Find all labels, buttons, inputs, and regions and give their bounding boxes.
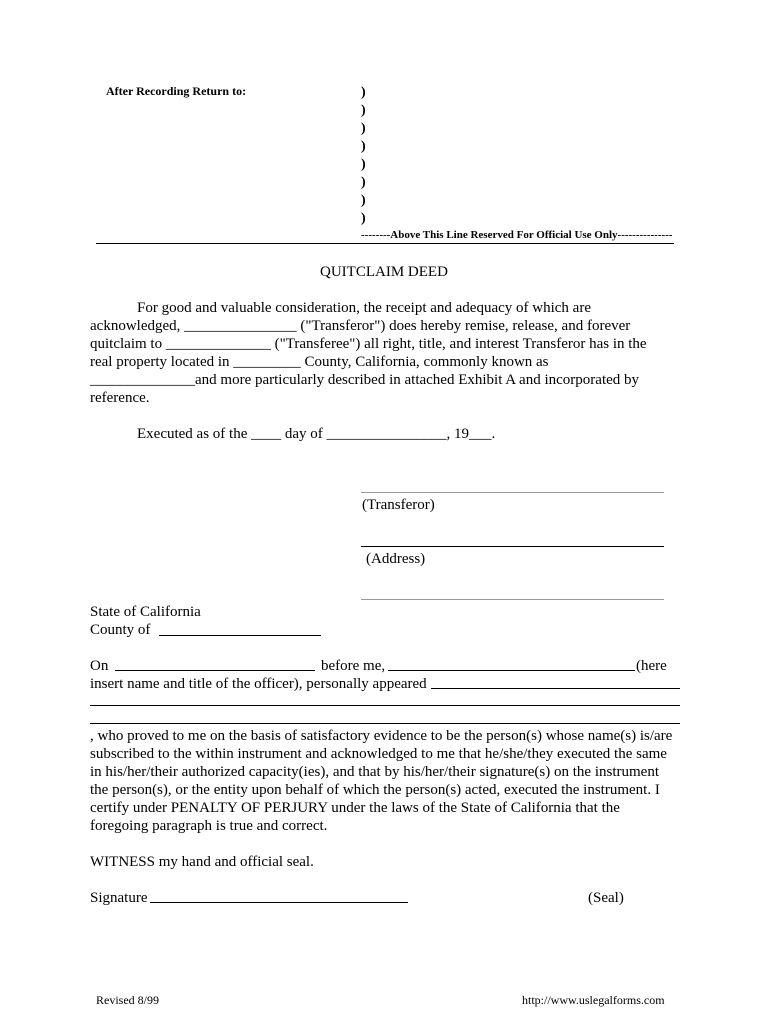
official-use-label: --------Above This Line Reserved For Official Use Only--------------- <box>361 229 673 241</box>
notary-signature-field[interactable] <box>150 902 408 903</box>
paren: ) <box>361 211 366 226</box>
reserved-divider <box>96 243 674 244</box>
paragraph-line: quitclaim to ______________ ("Transferee") all right, title, and interest Transferor has in the <box>90 336 647 352</box>
county-field[interactable] <box>159 635 321 636</box>
seal-label: (Seal) <box>588 890 624 906</box>
paren-column <box>361 84 366 228</box>
notary-paragraph-line: foregoing paragraph is true and correct. <box>90 818 328 834</box>
document-title: QUITCLAIM DEED <box>320 264 448 280</box>
address-line-2[interactable] <box>361 599 664 600</box>
transferor-label: (Transferor) <box>362 497 435 513</box>
on-label: On <box>90 658 109 674</box>
officer-title-label: insert name and title of the officer), personally appeared <box>90 676 427 692</box>
date-field[interactable] <box>115 670 315 671</box>
before-me-label: before me, <box>321 658 386 674</box>
return-to-label: After Recording Return to: <box>106 84 247 98</box>
transferor-signature-line[interactable] <box>361 492 664 493</box>
witness-line: WITNESS my hand and official seal. <box>90 854 314 870</box>
paragraph-line: reference. <box>90 390 150 406</box>
paren: ) <box>361 85 366 100</box>
paren: ) <box>361 103 366 118</box>
paragraph-line: For good and valuable consideration, the receipt and adequacy of which are <box>137 300 591 316</box>
paragraph-line: real property located in _________ County, California, commonly known as <box>90 354 549 370</box>
paragraph-line: ______________and more particularly described in attached Exhibit A and incorporated by <box>90 372 640 388</box>
county-label: County of <box>90 622 151 638</box>
paren: ) <box>361 157 366 172</box>
appeared-field-3[interactable] <box>90 723 680 724</box>
revised-label: Revised 8/99 <box>96 993 159 1007</box>
notary-paragraph-line: subscribed to the within instrument and acknowledged to me that he/she/they executed the same <box>90 746 667 762</box>
footer-url[interactable]: http://www.uslegalforms.com <box>522 993 665 1007</box>
address-label: (Address) <box>366 551 426 567</box>
notary-paragraph-line: , who proved to me on the basis of satisfactory evidence to be the person(s) whose name(s) is/are <box>90 728 673 744</box>
notary-paragraph-line: in his/her/their authorized capacity(ies), and that by his/her/their signature(s) on the instrument <box>90 764 659 780</box>
paragraph-line: acknowledged, _______________ ("Transferor") does hereby remise, release, and forever <box>90 318 631 334</box>
paren: ) <box>361 121 366 136</box>
officer-field[interactable] <box>388 670 635 671</box>
state-label: State of California <box>90 604 201 620</box>
paren: ) <box>361 139 366 154</box>
signature-label: Signature <box>90 890 148 906</box>
appeared-field[interactable] <box>431 688 680 689</box>
paren: ) <box>361 193 366 208</box>
paren: ) <box>361 175 366 190</box>
appeared-field-2[interactable] <box>90 705 680 706</box>
notary-paragraph-line: the person(s), or the entity upon behalf of which the person(s) acted, executed the instrument. I <box>90 782 660 798</box>
executed-line: Executed as of the ____ day of ________________, 19___. <box>137 426 496 442</box>
notary-paragraph-line: certify under PENALTY OF PERJURY under the laws of the State of California that the <box>90 800 620 816</box>
address-line[interactable] <box>361 546 664 547</box>
here-label: (here <box>636 658 667 674</box>
